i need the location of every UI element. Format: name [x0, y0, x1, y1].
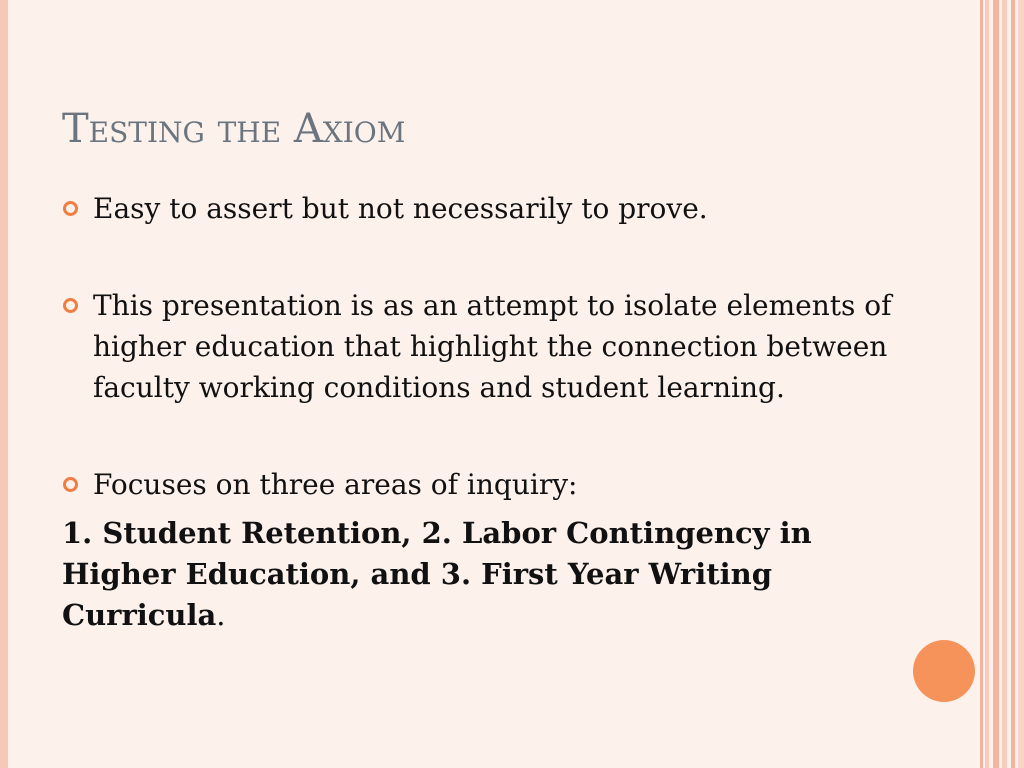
bullet-item — [62, 464, 902, 505]
right-stripes-decoration — [980, 0, 1024, 768]
bullet-text: This presentation is as an attempt to isolate elements of higher education that highlight the connection between faculty working conditions and student learning. — [93, 289, 892, 404]
stripe — [1018, 0, 1024, 768]
bullet-circle-icon — [63, 201, 78, 216]
bullet-text: Focuses on three areas of inquiry: — [93, 468, 578, 501]
bullet-circle-icon — [63, 298, 78, 313]
bullet-item — [62, 188, 902, 229]
summary-tail: . — [216, 598, 226, 632]
slide-title: Testing the Axiom — [62, 106, 406, 152]
left-border-decoration — [0, 0, 8, 768]
bullet-text: Easy to assert but not necessarily to prove. — [93, 192, 708, 225]
stripe — [980, 0, 983, 768]
stripe — [1011, 0, 1015, 768]
bullet-item — [62, 285, 902, 408]
summary-bold-text: 1. Student Retention, 2. Labor Contingency in Higher Education, and 3. First Year Writing Curricula — [62, 516, 812, 632]
stripe — [985, 0, 989, 768]
inquiry-areas-summary — [62, 513, 902, 636]
orange-circle-decoration — [913, 640, 975, 702]
bullet-circle-icon — [63, 477, 78, 492]
slide-content — [62, 188, 902, 636]
stripe — [993, 0, 999, 768]
stripe — [1002, 0, 1007, 768]
